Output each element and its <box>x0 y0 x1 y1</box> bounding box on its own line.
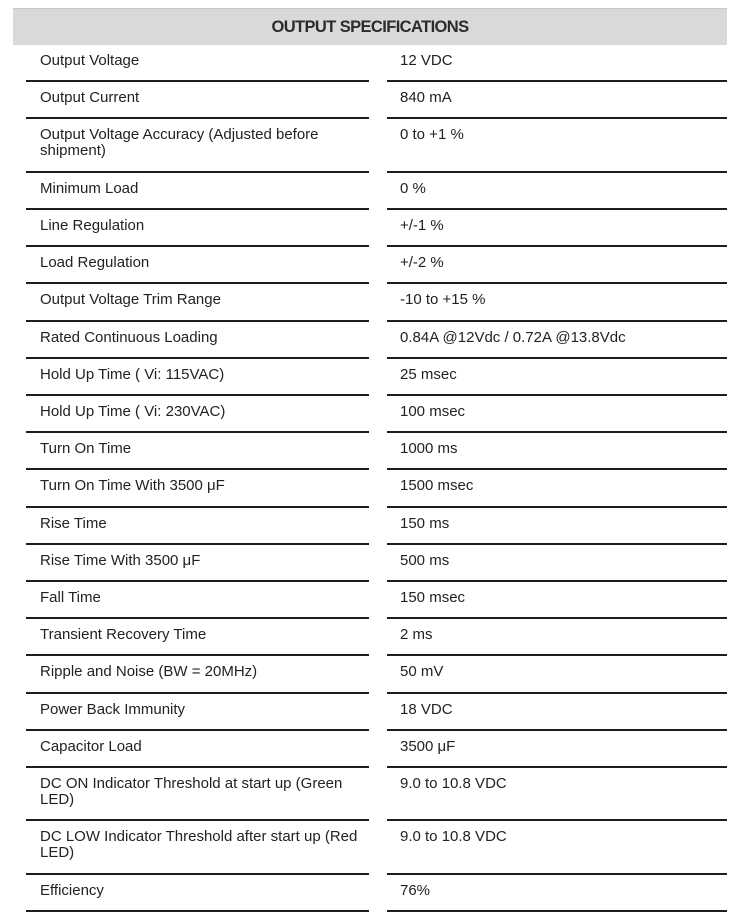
spec-label: Efficiency <box>40 881 104 899</box>
table-row <box>13 582 727 619</box>
table-row <box>13 508 727 545</box>
spec-label: Output Voltage Accuracy (Adjusted before shipment) <box>40 126 319 160</box>
table-row <box>13 821 727 875</box>
spec-label: Output Voltage <box>40 52 140 69</box>
spec-label: Power Back Immunity <box>40 700 186 718</box>
table-row <box>13 396 727 433</box>
spec-value: 18 VDC <box>400 700 453 718</box>
table-row <box>13 45 727 82</box>
table-row <box>13 619 727 656</box>
output-specifications-table <box>13 8 727 912</box>
spec-value: 25 msec <box>400 365 457 383</box>
table-row <box>13 173 727 210</box>
table-row <box>13 470 727 507</box>
spec-value: 100 msec <box>400 403 466 420</box>
table-row <box>13 119 727 173</box>
table-row <box>13 694 727 731</box>
spec-value: 0 to +1 % <box>400 126 464 144</box>
table-row <box>13 731 727 768</box>
table-row <box>13 322 727 359</box>
spec-value: 9.0 to 10.8 VDC <box>400 774 507 792</box>
spec-label: Rise Time With 3500 μF <box>40 551 201 569</box>
spec-label: DC ON Indicator Threshold at start up (Green LED) <box>40 774 343 808</box>
spec-label: DC LOW Indicator Threshold after start up (Red LED) <box>40 828 358 862</box>
spec-value: +/-2 % <box>400 254 444 272</box>
spec-value: 0.84A @12Vdc / 0.72A @13.8Vdc <box>400 328 626 346</box>
spec-label: Turn On Time <box>40 440 132 458</box>
table-row <box>13 82 727 119</box>
spec-label: Output Voltage Trim Range <box>40 291 221 309</box>
spec-label: Fall Time <box>40 588 101 606</box>
table-row <box>13 875 727 912</box>
spec-label: Minimum Load <box>40 179 139 197</box>
table-row <box>13 656 727 693</box>
spec-value: 76% <box>400 881 431 899</box>
spec-value: 840 mA <box>400 89 452 107</box>
table-row <box>13 545 727 582</box>
spec-label: Ripple and Noise (BW = 20MHz) <box>40 663 258 681</box>
spec-label: Load Regulation <box>40 254 150 272</box>
spec-label: Hold Up Time ( Vi: 230VAC) <box>40 403 226 420</box>
spec-label: Rated Continuous Loading <box>40 328 218 346</box>
table-row <box>13 210 727 247</box>
spec-value: 3500 μF <box>400 737 456 755</box>
spec-value: 0 % <box>400 179 426 197</box>
spec-value: 150 msec <box>400 588 466 606</box>
spec-label: Line Regulation <box>40 217 145 235</box>
spec-label: Capacitor Load <box>40 737 142 755</box>
spec-label: Turn On Time With 3500 μF <box>40 477 225 495</box>
spec-value: +/-1 % <box>400 217 444 235</box>
spec-label: Hold Up Time ( Vi: 115VAC) <box>40 365 225 383</box>
spec-value: 2 ms <box>400 626 433 644</box>
spec-value: 150 ms <box>400 514 450 532</box>
table-row <box>13 359 727 396</box>
spec-label: Transient Recovery Time <box>40 626 207 644</box>
table-row <box>13 284 727 321</box>
spec-value: 50 mV <box>400 663 444 681</box>
spec-value: 1000 ms <box>400 440 458 458</box>
table-row <box>13 768 727 822</box>
spec-label: Output Current <box>40 89 140 107</box>
spec-value: 1500 msec <box>400 477 474 495</box>
spec-value: 12 VDC <box>400 52 453 69</box>
table-row <box>13 247 727 284</box>
spec-value: -10 to +15 % <box>400 291 486 309</box>
spec-label: Rise Time <box>40 514 107 532</box>
spec-value: 9.0 to 10.8 VDC <box>400 828 507 846</box>
table-row <box>13 433 727 470</box>
table-title: OUTPUT SPECIFICATIONS <box>13 8 727 45</box>
spec-value: 500 ms <box>400 551 450 569</box>
